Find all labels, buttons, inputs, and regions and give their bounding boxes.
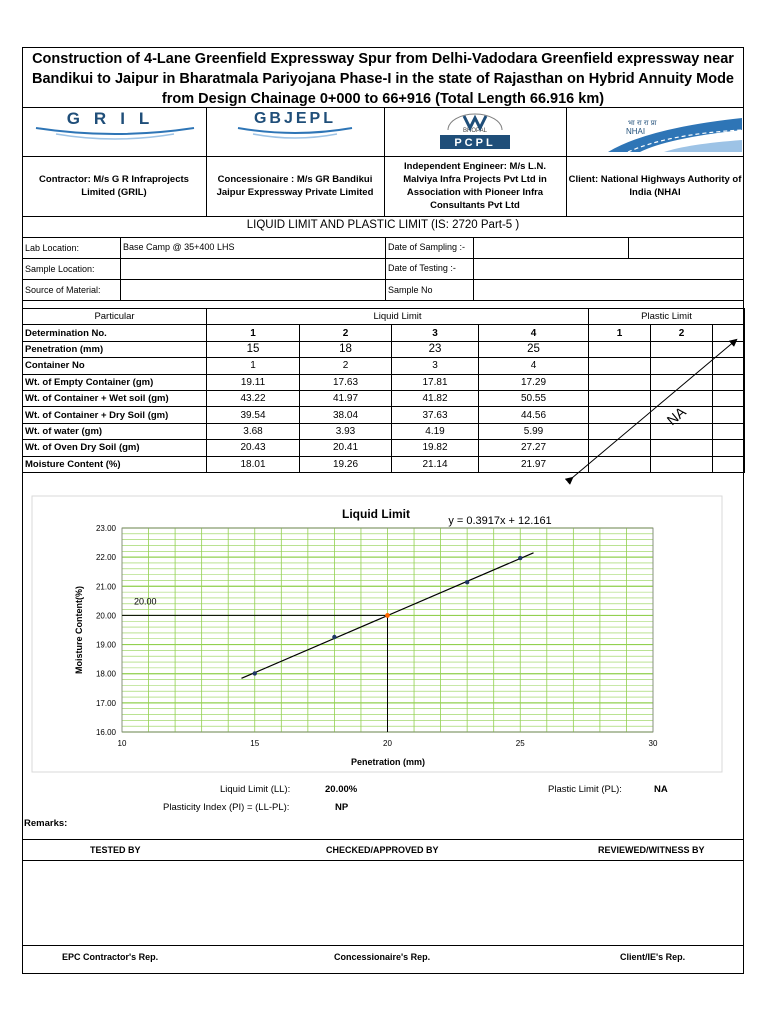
table-cell: 2 — [300, 358, 392, 374]
divider — [385, 237, 386, 300]
project-title — [30, 49, 736, 109]
divider — [22, 216, 744, 217]
nhai-logo — [568, 108, 742, 154]
row-label: Wt. of water (gm) — [23, 423, 207, 439]
pl-value: NA — [654, 784, 668, 795]
plastic-limit-header: Plastic Limit — [589, 309, 745, 325]
table-cell: 44.56 — [479, 407, 589, 423]
table-cell: 3.68 — [207, 423, 300, 439]
table-cell: 20.41 — [300, 440, 392, 456]
row-label: Penetration (mm) — [23, 341, 207, 357]
y-tick-label: 17.00 — [95, 698, 116, 708]
pi-label: Plasticity Index (PI) = (LL-PL): — [163, 802, 290, 813]
date-of-sampling-label: Date of Sampling :- — [388, 242, 466, 252]
title-line-3: from Design Chainage 0+000 to 66+916 (Total Length 66.916 km) — [161, 91, 605, 107]
table-cell: 18 — [300, 341, 392, 357]
table-cell: 41.97 — [300, 390, 392, 406]
table-cell: 2 — [300, 325, 392, 341]
contractor-info: Contractor: M/s G R Infraprojects Limited (GRIL) — [39, 174, 189, 198]
row-label: Moisture Content (%) — [23, 456, 207, 472]
x-tick-label: 15 — [250, 739, 260, 748]
divider — [22, 300, 744, 301]
table-cell: 15 — [207, 341, 300, 357]
divider — [22, 258, 744, 259]
date-of-testing-label: Date of Testing :- — [388, 263, 456, 273]
table-cell: 4 — [479, 358, 589, 374]
table-cell: 43.22 — [207, 390, 300, 406]
divider — [206, 107, 207, 216]
table-cell: 1 — [207, 358, 300, 374]
concessionaire-info: Concessionaire : M/s GR Bandikui Jaipur Expressway Private Limited — [216, 174, 374, 198]
y-tick-label: 23.00 — [95, 524, 116, 533]
table-cell: 1 — [589, 325, 651, 341]
title-line-1: Construction of 4-Lane Greenfield Expressway Spur from Delhi-Vadodara Greenfield expressway near — [32, 51, 734, 67]
lab-location-value: Base Camp @ 35+400 LHS — [123, 242, 235, 252]
epc-rep-label: EPC Contractor's Rep. — [62, 952, 159, 962]
pcpl-logo-text: PCPL — [454, 137, 496, 149]
divider — [22, 860, 744, 861]
row-label: Container No — [23, 358, 207, 374]
row-label: Wt. of Empty Container (gm) — [23, 374, 207, 390]
nhai-logo-hindi: भा रा रा प्रा — [628, 119, 657, 127]
gril-logo-text: GRIL — [66, 109, 164, 128]
concessionaire-rep-label: Concessionaire's Rep. — [334, 952, 431, 962]
x-tick-label: 25 — [515, 739, 525, 748]
na-arrow-line — [572, 340, 736, 478]
x-tick-label: 30 — [648, 739, 658, 748]
table-cell: 5.99 — [479, 423, 589, 439]
table-cell: 50.55 — [479, 390, 589, 406]
liquid-limit-header: Liquid Limit — [207, 309, 589, 325]
divider — [22, 237, 744, 238]
x-tick-label: 10 — [117, 739, 127, 748]
client-info: Client: National Highways Authority of India (NHAI — [568, 174, 742, 198]
table-cell: 17.63 — [300, 374, 392, 390]
chart-title: Liquid Limit — [342, 507, 410, 521]
divider — [566, 107, 567, 216]
row-label: Wt. of Container + Dry Soil (gm) — [23, 407, 207, 423]
gbjepl-logo-text: GBJEPL — [253, 110, 337, 127]
x-axis-label: Penetration (mm) — [350, 757, 426, 767]
table-cell: 21.97 — [479, 456, 589, 472]
divider — [120, 237, 121, 300]
table-cell: 4.19 — [392, 423, 479, 439]
x-tick-label: 20 — [383, 739, 392, 748]
pcpl-logo — [386, 108, 564, 154]
marker-point — [385, 613, 390, 618]
ll-value: 20.00% — [325, 784, 358, 795]
data-point — [518, 556, 522, 560]
divider — [22, 839, 744, 840]
y-tick-label: 22.00 — [95, 553, 116, 563]
table-cell: 18.01 — [207, 456, 300, 472]
engineer-info: Independent Engineer: M/s L.N. Malviya Infra Projects Pvt Ltd in Association with Pioneer Infra Consultants Pvt Ltd — [403, 161, 547, 211]
lab-location-label: Lab Location: — [25, 243, 80, 253]
pl-label: Plastic Limit (PL): — [548, 784, 622, 795]
data-point — [332, 635, 336, 639]
trendline-equation: y = 0.3917x + 12.161 — [448, 515, 552, 527]
y-tick-label: 16.00 — [95, 728, 116, 737]
table-cell: 3 — [392, 325, 479, 341]
sample-no-label: Sample No — [388, 285, 433, 295]
table-cell: 19.82 — [392, 440, 479, 456]
y-tick-label: 20.00 — [95, 611, 116, 621]
table-cell: 17.81 — [392, 374, 479, 390]
chart-border — [32, 496, 722, 772]
tested-by-heading: TESTED BY — [90, 845, 141, 855]
table-cell: 38.04 — [300, 407, 392, 423]
test-title: LIQUID LIMIT AND PLASTIC LIMIT (IS: 2720 Part-5 ) — [246, 219, 520, 231]
table-cell: 1 — [207, 325, 300, 341]
table-cell: 4 — [479, 325, 589, 341]
table-cell: 19.11 — [207, 374, 300, 390]
row-label: Wt. of Oven Dry Soil (gm) — [23, 440, 207, 456]
gbjepl-logo — [208, 108, 382, 154]
divider — [22, 945, 744, 946]
particular-header: Particular — [23, 309, 207, 325]
y-tick-label: 18.00 — [95, 669, 116, 679]
divider — [384, 107, 385, 216]
ll-label: Liquid Limit (LL): — [220, 784, 291, 795]
table-cell: 20.43 — [207, 440, 300, 456]
table-cell: 41.82 — [392, 390, 479, 406]
pcpl-logo-subtext: BHOPAL — [463, 128, 487, 134]
client-rep-label: Client/IE's Rep. — [620, 952, 686, 962]
reviewed-by-heading: REVIEWED/WITNESS BY — [598, 845, 705, 855]
nhai-logo-text: NHAI — [626, 127, 646, 136]
checked-by-heading: CHECKED/APPROVED BY — [326, 845, 439, 855]
plastic-limit-na-text: NA — [663, 403, 689, 429]
marker-label: 20.00 — [134, 596, 157, 607]
divider — [22, 279, 744, 280]
table-cell: 25 — [479, 341, 589, 357]
table-cell: 37.63 — [392, 407, 479, 423]
table-cell: 17.29 — [479, 374, 589, 390]
table-cell: 27.27 — [479, 440, 589, 456]
data-point — [465, 580, 469, 584]
data-point — [253, 671, 257, 675]
row-label: Wt. of Container + Wet soil (gm) — [23, 390, 207, 406]
title-line-2: Bandikui to Jaipur in Bharatmala Pariyojana Phase-I in the state of Rajasthan on Hybrid Annuity Mode — [31, 71, 735, 87]
table-cell: 2 — [651, 325, 713, 341]
table-cell: 21.14 — [392, 456, 479, 472]
divider — [473, 237, 474, 300]
divider — [628, 237, 629, 258]
y-axis-label: Moisture Content(%) — [74, 586, 84, 674]
sample-location-label: Sample Location: — [25, 264, 95, 274]
table-cell: 19.26 — [300, 456, 392, 472]
liquid-limit-chart — [30, 494, 730, 774]
chart-marks — [122, 553, 534, 732]
table-cell: 3.93 — [300, 423, 392, 439]
source-of-material-label: Source of Material: — [25, 285, 101, 295]
y-tick-label: 21.00 — [95, 582, 116, 592]
table-cell: 39.54 — [207, 407, 300, 423]
table-cell: 23 — [392, 341, 479, 357]
pi-value: NP — [335, 802, 349, 813]
gril-logo — [26, 108, 204, 154]
remarks-label: Remarks: — [24, 818, 68, 829]
table-cell: 3 — [392, 358, 479, 374]
y-tick-label: 19.00 — [95, 640, 116, 650]
row-label: Determination No. — [23, 325, 207, 341]
plastic-limit-na-arrow — [564, 334, 744, 486]
